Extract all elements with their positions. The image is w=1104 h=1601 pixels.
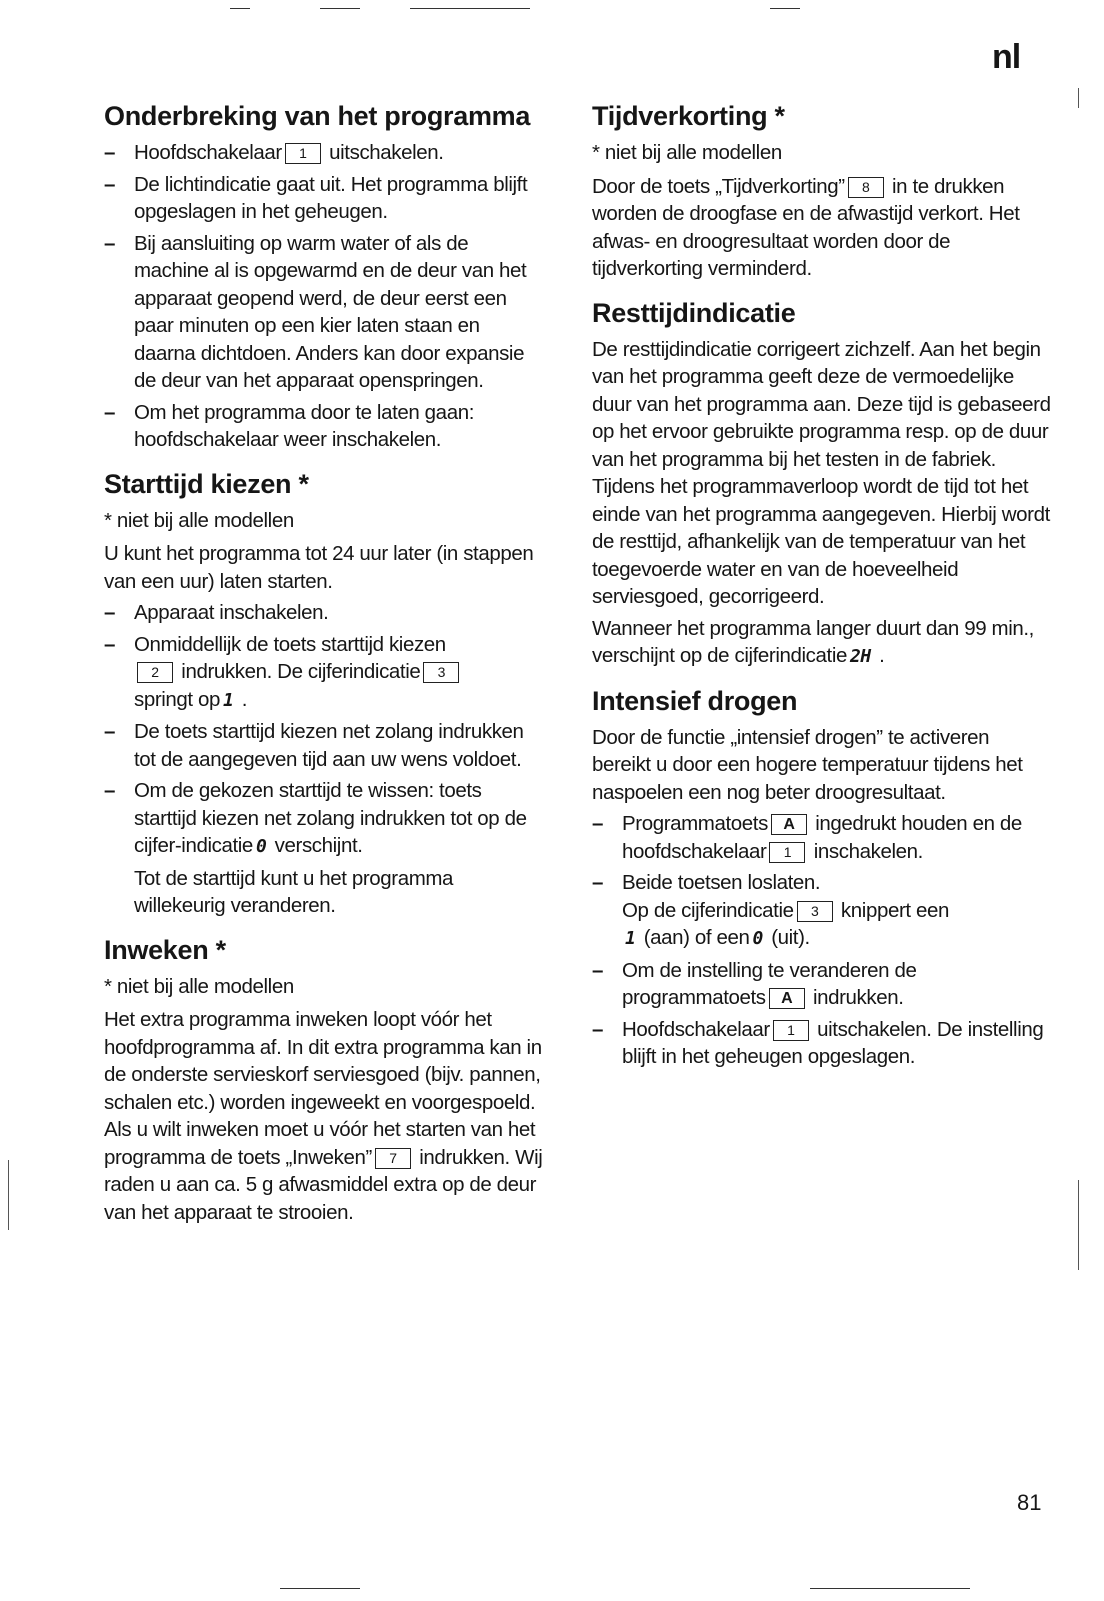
section-title: Starttijd kiezen * xyxy=(104,468,309,499)
section-title: Tijdverkorting * xyxy=(592,101,785,131)
display-digit: 1 xyxy=(625,928,636,949)
key-symbol: 8 xyxy=(848,177,884,198)
list-item: – Beide toetsen loslaten. Op de cijferindicatie 3 knippert een 1 (aan) of een 0 (uit). xyxy=(592,871,949,949)
key-symbol: 1 xyxy=(769,842,805,863)
list-item: – Om de instelling te veranderen de programmatoets A indrukken. xyxy=(592,958,917,1009)
instruction-list xyxy=(592,810,1052,1071)
language-code: nl xyxy=(992,38,1021,76)
paragraph: Het extra programma inweken loopt vóór het hoofdprogramma af. In dit extra programma kan in de onderste servieskorf serviesgoed (bijv. pannen, schalen etc.) worden ingeweekt en voorgespoeld. Als u wilt inweken moet u vóór het starten van het programma de toets „Inweken” 7 indrukken. Wij raden u aan ca. 5 g afwasmiddel extra op de deur van het apparaat te strooien. xyxy=(104,1008,543,1224)
section-title: Intensief drogen xyxy=(592,685,798,716)
list-item: – Bij aansluiting op warm water of als de machine al is opgewarmd en de deur van het apparaat geopend werd, de deur eerst een paar minuten op een kier laten staan en daarna dichtdoen. Anders kan door expansie de deur van het apparaat openspringen. xyxy=(104,231,527,392)
key-symbol: 1 xyxy=(285,143,321,164)
list-item: – De toets starttijd kiezen net zolang indrukken tot de aangegeven tijd aan uw wens voldoet. xyxy=(104,720,524,771)
list-item: – Apparaat inschakelen. xyxy=(104,601,329,624)
list-item: – Om de gekozen starttijd te wissen: toets starttijd kiezen net zolang indrukken tot op de cijfer-indicatie 0 verschijnt. xyxy=(104,779,527,857)
footnote: * niet bij alle modellen xyxy=(104,974,294,998)
section-tijdverkorting xyxy=(592,100,1052,283)
right-column xyxy=(592,100,1052,1085)
scan-line xyxy=(410,8,530,9)
display-digit: 2H xyxy=(849,646,871,667)
paragraph: Door de functie „intensief drogen” te activeren bereikt u door een hogere temperatuur tijdens het naspoelen een nog beter droogresultaat. xyxy=(592,725,1023,804)
key-symbol: 3 xyxy=(797,901,833,922)
paragraph: Door de toets „Tijdverkorting” 8 in te drukken worden de droogfase en de afwastijd verkort. Het afwas- en droogresultaat worden door de tijdverkorting verminderd. xyxy=(592,174,1020,280)
scan-line xyxy=(1078,88,1079,108)
section-inweken xyxy=(104,934,544,1227)
scan-line xyxy=(280,1588,360,1589)
instruction-list xyxy=(104,139,544,454)
section-starttijd xyxy=(104,468,544,920)
left-column xyxy=(104,100,544,1240)
paragraph: De resttijdindicatie corrigeert zichzelf. Aan het begin van het programma geeft deze de vermoedelijke duur van het programma aan. Deze tijd is gebaseerd op het ervoor gebruikte programma resp. op de duur van het programma bij het testen in de fabriek. Tijdens het programmaverloop wordt de tijd tot het einde van het programma aangegeven. Hierbij wordt de resttijd, afhankelijk van de temperatuur van het toegevoerde water en van de hoeveelheid serviesgoed, gecorrigeerd. xyxy=(592,337,1051,608)
section-onderbreking xyxy=(104,100,544,454)
paragraph: Wanneer het programma langer duurt dan 99 min., verschijnt op de cijferindicatie 2H . xyxy=(592,616,1034,667)
scan-line xyxy=(1078,1180,1079,1270)
page-number: 81 xyxy=(1017,1490,1042,1515)
scan-line xyxy=(230,8,250,9)
key-symbol: 1 xyxy=(773,1020,809,1041)
scan-line xyxy=(320,8,360,9)
section-intensief-drogen xyxy=(592,685,1052,1071)
display-digit: 0 xyxy=(752,928,763,949)
paragraph: Tot de starttijd kunt u het programma willekeurig veranderen. xyxy=(134,866,454,917)
key-symbol: 2 xyxy=(137,662,173,683)
footnote: * niet bij alle modellen xyxy=(592,141,782,164)
section-resttijdindicatie xyxy=(592,297,1052,671)
scan-line xyxy=(8,1160,9,1230)
key-symbol: A xyxy=(769,988,805,1009)
paragraph: U kunt het programma tot 24 uur later (in stappen van een uur) laten starten. xyxy=(104,542,534,593)
section-title: Resttijdindicatie xyxy=(592,297,796,328)
section-title: Inweken * xyxy=(104,934,226,965)
list-item: – Programmatoets A ingedrukt houden en de hoofdschakelaar 1 inschakelen. xyxy=(592,812,1022,863)
key-symbol: A xyxy=(771,814,807,835)
key-symbol: 3 xyxy=(423,662,459,683)
scan-line xyxy=(770,8,800,9)
instruction-list xyxy=(104,599,544,861)
list-item: – De lichtindicatie gaat uit. Het programma blijft opgeslagen in het geheugen. xyxy=(104,172,528,223)
list-item: – Onmiddellijk de toets starttijd kiezen 2 indrukken. De cijferindicatie 3 springt op 1 . xyxy=(104,631,544,715)
display-digit: 1 xyxy=(223,689,234,711)
list-item: – Hoofdschakelaar 1 uitschakelen. De instelling blijft in het geheugen opgeslagen. xyxy=(592,1017,1044,1068)
key-symbol: 7 xyxy=(375,1148,411,1169)
display-digit: 0 xyxy=(255,836,267,857)
list-item: – Om het programma door te laten gaan: hoofdschakelaar weer inschakelen. xyxy=(104,400,474,451)
footnote: * niet bij alle modellen xyxy=(104,508,294,532)
scan-line xyxy=(810,1588,970,1589)
section-title: Onderbreking van het programma xyxy=(104,101,531,131)
list-item: – Hoofdschakelaar 1 uitschakelen. xyxy=(104,141,444,164)
